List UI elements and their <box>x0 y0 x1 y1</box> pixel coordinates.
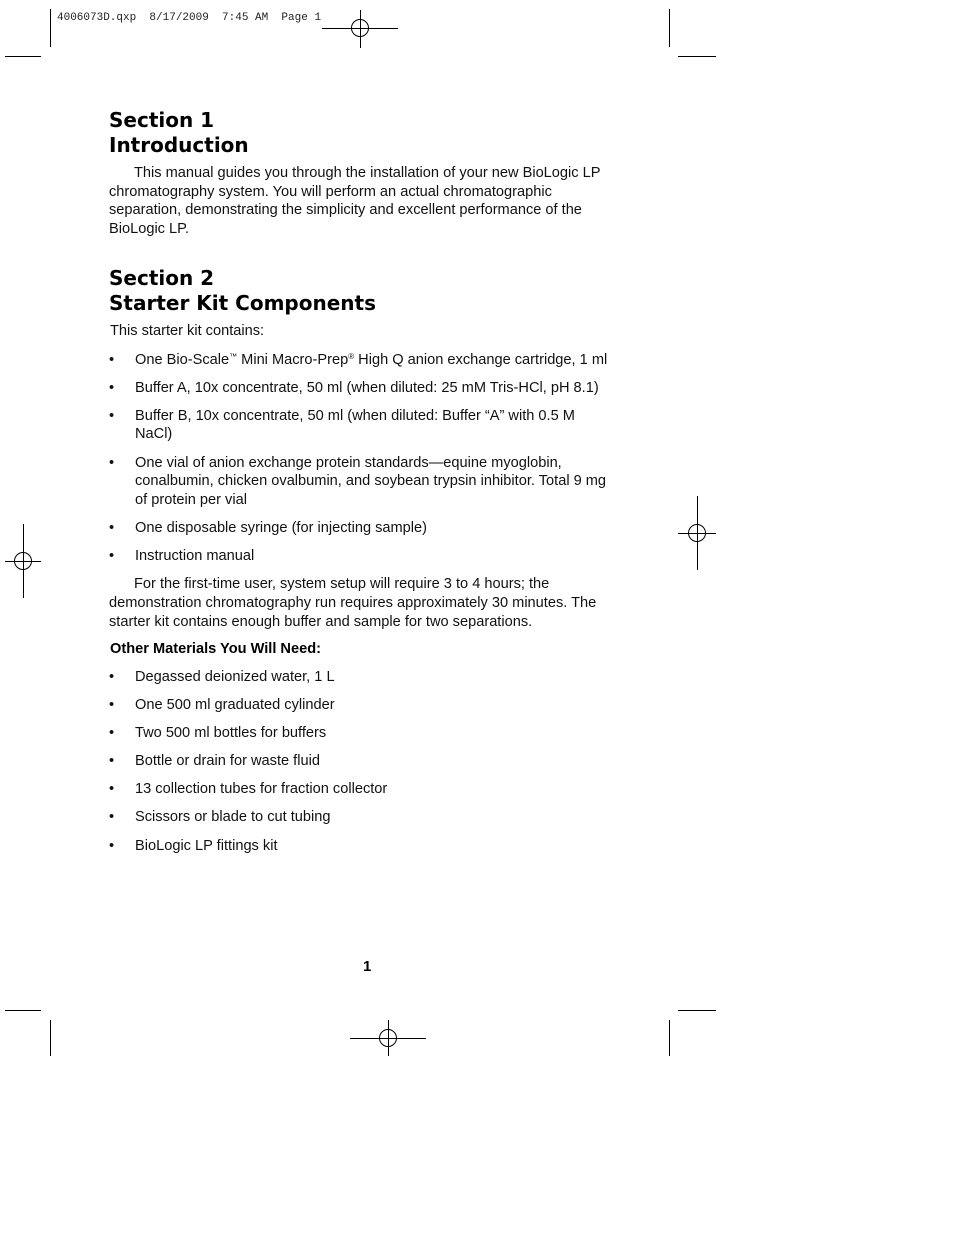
other-materials-heading: Other Materials You Will Need: <box>110 641 321 658</box>
list-item: • Scissors or blade to cut tubing <box>109 809 331 826</box>
bullet-icon: • <box>109 379 115 396</box>
list-item: • Instruction manual <box>109 548 255 565</box>
list-item: • Buffer B, 10x concentrate, 50 ml (when diluted: Buffer “A” with 0.5 M NaCl) <box>109 407 575 443</box>
list-item: • Degassed deionized water, 1 L <box>109 669 335 685</box>
setup-time-paragraph: For the first-time user, system setup will require 3 to 4 hours; the demonstration chromatography run requires approximately 30 minutes. The starter kit contains enough buffer and sample for two separations. <box>109 576 597 630</box>
section-2-title: Starter Kit Components <box>109 290 376 315</box>
list-item: • Bottle or drain for waste fluid <box>109 753 320 770</box>
bullet-icon: • <box>109 781 115 798</box>
list-item: • One disposable syringe (for injecting sample) <box>109 520 428 536</box>
print-slug: 4006073D.qxp 8/17/2009 7:45 AM Page 1 <box>57 12 322 24</box>
other-materials-list <box>109 668 609 855</box>
section-1-title: Introduction <box>109 133 249 157</box>
list-item: • 13 collection tubes for fraction collector <box>109 781 388 798</box>
starter-kit-list <box>109 351 609 566</box>
trademark-symbol: ™ <box>229 351 238 361</box>
starter-kit-intro: This starter kit contains: <box>110 322 265 339</box>
page-number: 1 <box>363 958 372 975</box>
bullet-icon: • <box>109 548 115 565</box>
bullet-icon: • <box>109 697 115 714</box>
list-item: • Two 500 ml bottles for buffers <box>109 725 327 742</box>
bullet-icon: • <box>109 725 115 742</box>
bullet-icon: • <box>109 520 115 536</box>
bullet-icon: • <box>109 753 115 770</box>
bullet-icon: • <box>109 351 115 368</box>
list-item: • One Bio-Scale™ Mini Macro-Prep® High Q anion exchange cartridge, 1 ml <box>109 351 608 368</box>
introduction-paragraph: This manual guides you through the installation of your new BioLogic LP chromatography system. You will perform an actual chromatographic separation, demonstrating the simplicity and excellent performance of the BioLogic LP. <box>109 165 601 238</box>
bullet-icon: • <box>109 837 115 854</box>
section-2-label: Section 2 <box>109 265 215 290</box>
list-item: • One 500 ml graduated cylinder <box>109 697 335 714</box>
page-content <box>109 108 609 865</box>
list-item: • Buffer A, 10x concentrate, 50 ml (when diluted: 25 mM Tris-HCl, pH 8.1) <box>109 379 599 396</box>
list-item: • BioLogic LP fittings kit <box>109 837 278 854</box>
bullet-icon: • <box>109 669 115 685</box>
section-1-label: Section 1 <box>109 108 215 132</box>
list-item: • One vial of anion exchange protein standards—equine myoglobin, conalbumin, chicken ovalbumin, and soybean trypsin inhibitor. Total 9 mg of protein per vial <box>109 454 607 508</box>
bullet-icon: • <box>109 809 115 826</box>
registered-symbol: ® <box>348 351 355 361</box>
bullet-icon: • <box>109 454 115 471</box>
bullet-icon: • <box>109 407 115 424</box>
